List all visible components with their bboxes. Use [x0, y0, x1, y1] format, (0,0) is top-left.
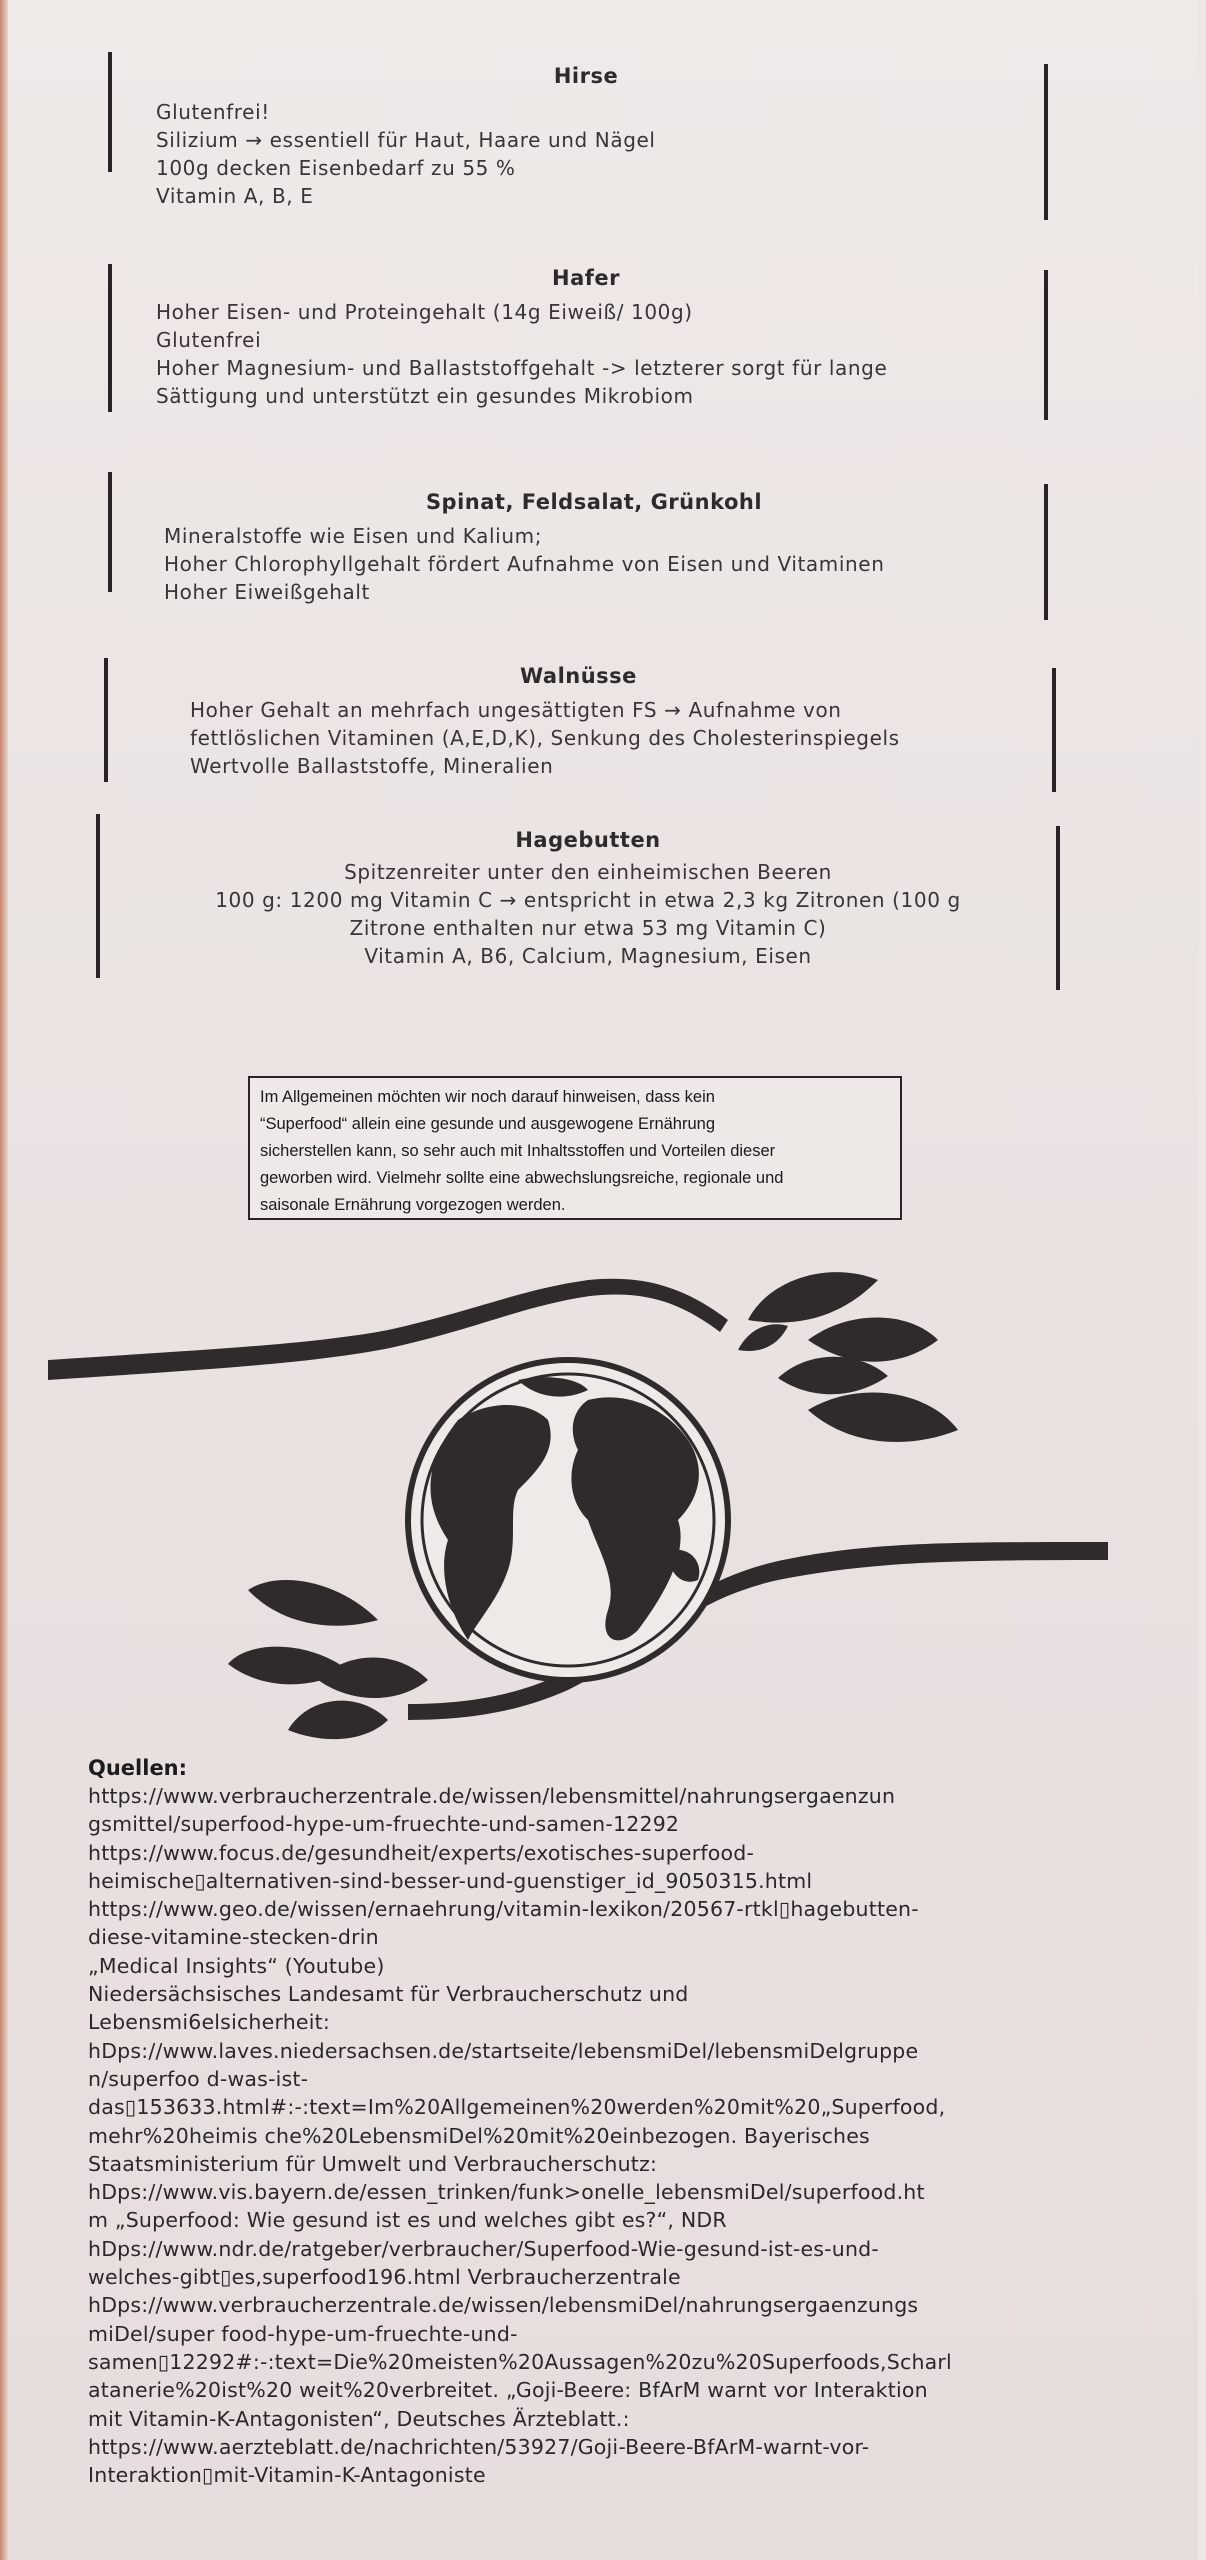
source-line: „Medical Insights“ (Youtube) — [88, 1953, 385, 1978]
source-line: https://www.geo.de/wissen/ernaehrung/vitamin-lexikon/20567-rtkl▯hagebutten- — [88, 1897, 919, 1922]
section-title: Walnüsse — [520, 664, 637, 688]
section-bar-left — [108, 264, 112, 412]
section-title: Hirse — [553, 64, 619, 88]
section-line: fettlöslichen Vitaminen (A,E,D,K), Senkung des Cholesterinspiegels — [190, 726, 900, 750]
source-line: samen▯12292#:-:text=Die%20meisten%20Aussagen%20zu%20Superfoods,Scharl — [88, 2349, 952, 2374]
source-line: hDps://www.ndr.de/ratgeber/verbraucher/Superfood-Wie-gesund-ist-es-und- — [88, 2236, 879, 2261]
section-line: Hoher Chlorophyllgehalt fördert Aufnahme von Eisen und Vitaminen — [164, 552, 885, 576]
section-title: Hafer — [552, 266, 620, 290]
source-line: atanerie%20ist%20 weit%20verbreitet. „Goji-Beere: BfArM warnt vor Interaktion — [88, 2378, 928, 2403]
section-hirse — [156, 64, 1016, 210]
section-line: Glutenfrei! — [156, 100, 270, 124]
source-line: gsmittel/superfood-hype-um-fruechte-und-samen-12292 — [88, 1812, 680, 1837]
section-bar-right — [1044, 64, 1048, 220]
note-line: “Superfood“ allein eine gesunde und ausgewogene Ernährung — [260, 1115, 716, 1133]
section-bar-right — [1056, 826, 1060, 990]
note-line: Im Allgemeinen möchten wir noch darauf hinweisen, dass kein — [260, 1088, 715, 1106]
sources-title: Quellen: — [88, 1756, 188, 1780]
note-line: sicherstellen kann, so sehr auch mit Inhaltsstoffen und Vorteilen dieser — [260, 1142, 776, 1160]
section-line: Hoher Eiweißgehalt — [164, 580, 370, 604]
globe-with-leaves-icon — [48, 1250, 1108, 1750]
source-line: Staatsministerium für Umwelt und Verbraucherschutz: — [88, 2151, 658, 2176]
section-line: 100g decken Eisenbedarf zu 55 % — [156, 156, 516, 180]
source-line: heimische▯alternativen-sind-besser-und-guenstiger_id_9050315.html — [88, 1868, 813, 1893]
section-line: Glutenfrei — [156, 328, 262, 352]
section-line: Wertvolle Ballaststoffe, Mineralien — [190, 754, 554, 778]
section-line: Mineralstoffe wie Eisen und Kalium; — [164, 524, 543, 548]
source-line: m „Superfood: Wie gesund ist es und welches gibt es?“, NDR — [88, 2208, 727, 2233]
section-bar-left — [108, 472, 112, 592]
section-bar-left — [108, 52, 112, 172]
section-line: Vitamin A, B6, Calcium, Magnesium, Eisen — [364, 944, 812, 968]
sources-section — [88, 1756, 1088, 2489]
section-bar-right — [1052, 668, 1056, 792]
section-title: Hagebutten — [515, 828, 661, 852]
section-line: Hoher Gehalt an mehrfach ungesättigten FS → Aufnahme von — [190, 698, 842, 722]
document-sheet — [8, 0, 1198, 2560]
section-bar-right — [1044, 270, 1048, 420]
section-line: Sättigung und unterstützt ein gesundes Mikrobiom — [156, 384, 694, 408]
section-bar-left — [96, 814, 100, 978]
note-line: geworben wird. Vielmehr sollte eine abwechslungsreiche, regionale und — [260, 1169, 784, 1187]
source-line: https://www.aerzteblatt.de/nachrichten/53927/Goji-Beere-BfArM-warnt-vor- — [88, 2434, 870, 2459]
source-line: Niedersächsisches Landesamt für Verbraucherschutz und — [88, 1982, 689, 2007]
page-edge — [0, 0, 8, 2560]
section-bar-left — [104, 658, 108, 782]
section-line: 100 g: 1200 mg Vitamin C → entspricht in etwa 2,3 kg Zitronen (100 g — [215, 888, 961, 912]
source-line: Lebensmi6elsicherheit: — [88, 2010, 330, 2035]
source-line: mehr%20heimis che%20LebensmiDel%20mit%20einbezogen. Bayerisches — [88, 2123, 870, 2148]
section-walnuesse — [190, 664, 1050, 780]
section-bar-right — [1044, 484, 1048, 620]
section-line: Spitzenreiter unter den einheimischen Beeren — [344, 860, 832, 884]
section-line: Hoher Magnesium- und Ballaststoffgehalt -> letzterer sorgt für lange — [156, 356, 888, 380]
section-spinat — [164, 490, 1024, 606]
source-line: mit Vitamin-K-Antagonisten“, Deutsches Ärzteblatt.: — [88, 2406, 630, 2431]
source-line: miDel/super food-hype-um-fruechte-und- — [88, 2321, 518, 2346]
source-line: diese-vitamine-stecken-drin — [88, 1925, 379, 1950]
note-box — [248, 1076, 902, 1220]
source-line: n/superfoo d-was-ist- — [88, 2066, 309, 2091]
section-line: Vitamin A, B, E — [156, 184, 314, 208]
source-line: hDps://www.verbraucherzentrale.de/wissen/lebensmiDel/nahrungsergaenzungs — [88, 2293, 919, 2318]
source-line: https://www.verbraucherzentrale.de/wissen/lebensmittel/nahrungsergaenzun — [88, 1784, 896, 1808]
section-title: Spinat, Feldsalat, Grünkohl — [425, 490, 763, 514]
section-hagebutten — [158, 828, 1018, 970]
source-line: hDps://www.vis.bayern.de/essen_trinken/funk>onelle_lebensmiDel/superfood.ht — [88, 2180, 925, 2205]
source-line: hDps://www.laves.niedersachsen.de/startseite/lebensmiDel/lebensmiDelgruppe — [88, 2038, 919, 2063]
source-line: Interaktion▯mit-Vitamin-K-Antagoniste — [88, 2463, 486, 2488]
source-line: welches-gibt▯es,superfood196.html Verbraucherzentrale — [88, 2265, 681, 2290]
section-hafer — [156, 266, 1016, 410]
section-line: Hoher Eisen- und Proteingehalt (14g Eiweiß/ 100g) — [156, 300, 693, 324]
section-line: Silizium → essentiell für Haut, Haare und Nägel — [156, 128, 656, 152]
source-line: das▯153633.html#:-:text=Im%20Allgemeinen%20werden%20mit%20„Superfood, — [88, 2095, 946, 2120]
note-line: saisonale Ernährung vorgezogen werden. — [260, 1196, 566, 1214]
source-line: https://www.focus.de/gesundheit/experts/exotisches-superfood- — [88, 1840, 755, 1865]
section-line: Zitrone enthalten nur etwa 53 mg Vitamin C) — [349, 916, 827, 940]
